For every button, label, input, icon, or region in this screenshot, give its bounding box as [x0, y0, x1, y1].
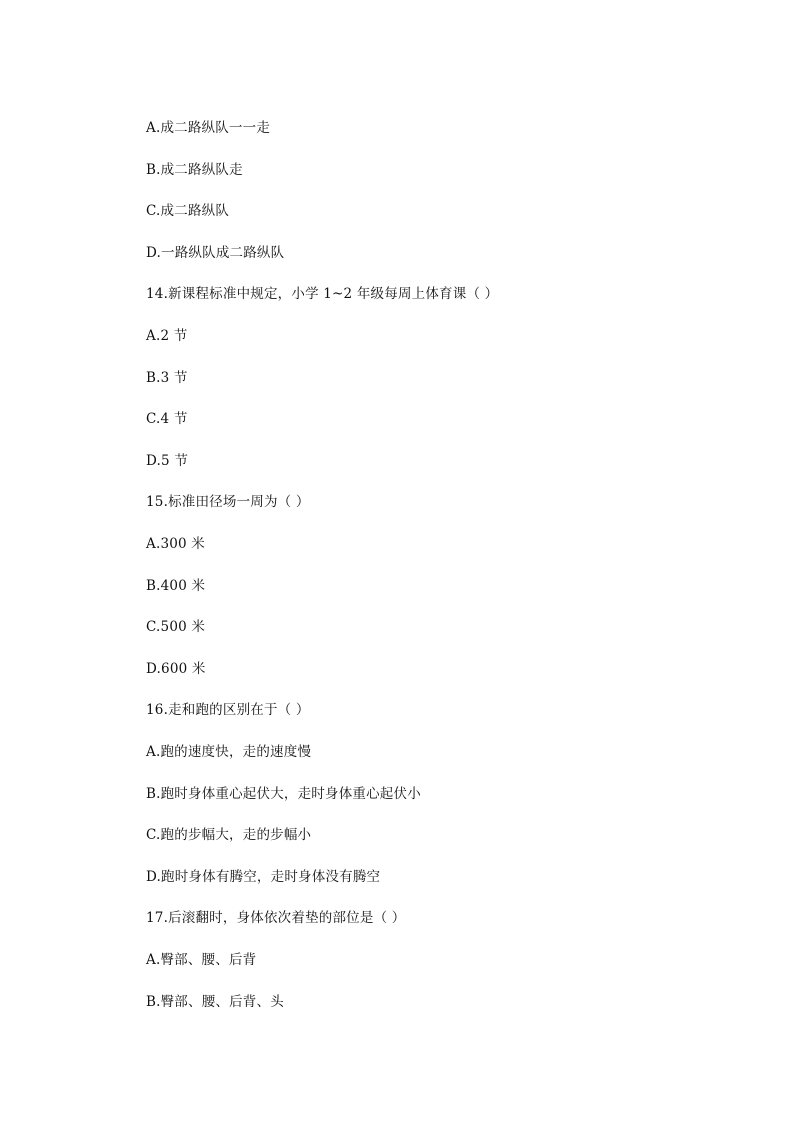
q14-option-d: D.5 节 [146, 453, 189, 469]
q14-option-c: C.4 节 [146, 411, 188, 427]
q14-option-a: A.2 节 [146, 328, 188, 344]
q15-option-c: C.500 米 [146, 619, 206, 635]
q15-stem: 15.标准田径场一周为（ ） [146, 494, 310, 510]
q15-option-b: B.400 米 [146, 578, 206, 594]
q17-option-a: A.臀部、腰、后背 [146, 952, 257, 968]
q16-option-b: B.跑时身体重心起伏大，走时身体重心起伏小 [146, 786, 421, 802]
q15-option-d: D.600 米 [146, 661, 206, 677]
q13-option-d: D.一路纵队成二路纵队 [146, 245, 285, 261]
q13-option-a: A.成二路纵队一一走 [146, 120, 271, 136]
q17-option-b: B.臀部、腰、后背、头 [146, 994, 284, 1010]
q13-option-b: B.成二路纵队走 [146, 162, 243, 178]
q15-option-a: A.300 米 [146, 536, 205, 552]
q16-option-c: C.跑的步幅大，走的步幅小 [146, 827, 312, 843]
q14-option-b: B.3 节 [146, 370, 188, 386]
q16-stem: 16.走和跑的区别在于（ ） [146, 702, 310, 718]
q13-option-c: C.成二路纵队 [146, 203, 230, 219]
q17-stem: 17.后滚翻时，身体依次着垫的部位是（ ） [146, 910, 406, 926]
q16-option-a: A.跑的速度快，走的速度慢 [146, 744, 312, 760]
q14-stem: 14.新课程标准中规定，小学 1~2 年级每周上体育课（ ） [146, 286, 499, 302]
q16-option-d: D.跑时身体有腾空，走时身体没有腾空 [146, 869, 381, 885]
